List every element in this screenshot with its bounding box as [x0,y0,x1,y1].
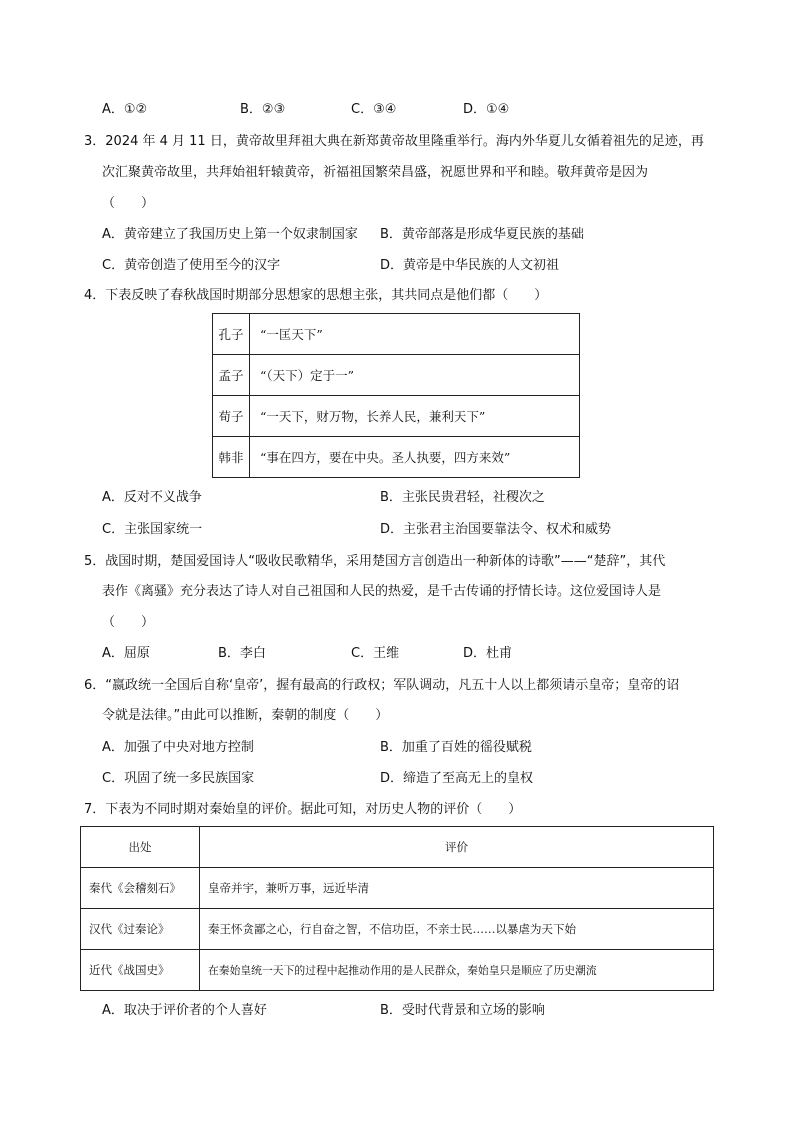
q7-option-a: A．取决于评价者的个人喜好 [102,1003,267,1018]
q4-thinkers-table [212,313,580,478]
table-row [81,950,714,991]
q3-stem-line1: 3．2024 年 4 月 11 日，黄帝故里拜祖大典在新郑黄帝故里隆重举行。海内外华夏儿女循着祖先的足迹，再 [84,134,704,149]
q4-option-b: B．主张民贵君轻，社稷次之 [380,490,545,505]
q2-option-a: A．①② [102,102,148,117]
q4-option-d: D．主张君主治国要靠法令、权术和威势 [380,522,612,537]
q7-stem: 7．下表为不同时期对秦始皇的评价。据此可知，对历史人物的评价（ ） [84,802,522,817]
column-header-source: 出处 [81,827,200,868]
q3-option-b: B．黄帝部落是形成华夏民族的基础 [380,227,584,242]
evaluation-cell: 秦王怀贪鄙之心，行自奋之智，不信功臣，不亲士民……以暴虐为天下始 [200,909,714,950]
q5-option-b: B．李白 [218,646,266,661]
source-cell: 汉代《过秦论》 [81,909,200,950]
thinker-name: 荀子 [213,396,250,437]
source-cell: 近代《战国史》 [81,950,200,991]
q7-evaluation-table [80,826,714,991]
table-row [81,909,714,950]
thinker-idea: “（天下）定于一” [250,355,580,396]
q6-stem-line1: 6．“嬴政统一全国后自称‘皇帝’，握有最高的行政权；军队调动，凡五十人以上都须请示皇帝；皇帝的诏 [84,678,680,693]
thinker-name: 孔子 [213,314,250,355]
q6-option-a: A．加强了中央对地方控制 [102,740,254,755]
q5-option-d: D．杜甫 [463,646,513,661]
thinker-idea: “事在四方，要在中央。圣人执要，四方来效” [250,437,580,478]
q4-option-c: C．主张国家统一 [102,522,203,537]
table-row [213,355,580,396]
table-row [213,437,580,478]
q5-option-c: C．王维 [351,646,400,661]
q6-option-d: D．缔造了至高无上的皇权 [380,771,534,786]
q3-option-c: C．黄帝创造了使用至今的汉字 [102,258,281,273]
q5-stem-line2: 表作《离骚》充分表达了诗人对自己祖国和人民的热爱，是千古传诵的抒情长诗。这位爱国诗人是 [102,584,662,599]
q6-stem-line2: 令就是法律。”由此可以推断，秦朝的制度（ ） [102,708,389,723]
column-header-evaluation: 评价 [200,827,714,868]
thinker-idea: “一天下，财万物，长养人民，兼利天下” [250,396,580,437]
table-row [213,314,580,355]
q5-option-a: A．屈原 [102,646,150,661]
table-header-row [81,827,714,868]
q6-option-c: C．巩固了统一多民族国家 [102,771,255,786]
q3-answer-bracket: （ ） [102,196,155,211]
q2-option-c: C．③④ [351,102,397,117]
evaluation-cell: 皇帝并宇，兼听万事，远近毕清 [200,868,714,909]
table-row [81,868,714,909]
q3-stem-line2: 次汇聚黄帝故里，共拜始祖轩辕黄帝，祈福祖国繁荣昌盛，祝愿世界和平和睦。敬拜黄帝是因为 [102,165,649,180]
q6-option-b: B．加重了百姓的徭役赋税 [380,740,532,755]
q4-stem: 4．下表反映了春秋战国时期部分思想家的思想主张，其共同点是他们都（ ） [84,288,548,303]
q3-option-a: A．黄帝建立了我国历史上第一个奴隶制国家 [102,227,358,242]
q5-stem-line1: 5．战国时期，楚国爱国诗人“吸收民歌精华，采用楚国方言创造出一种新体的诗歌”——“楚辞”，其代 [84,554,666,569]
thinker-name: 韩非 [213,437,250,478]
thinker-name: 孟子 [213,355,250,396]
evaluation-cell: 在秦始皇统一天下的过程中起推动作用的是人民群众，秦始皇只是顺应了历史潮流 [200,950,714,991]
table-row [213,396,580,437]
q3-option-d: D．黄帝是中华民族的人文初祖 [380,258,560,273]
q4-option-a: A．反对不义战争 [102,490,202,505]
q5-answer-bracket: （ ） [102,615,155,630]
thinker-idea: “一匡天下” [250,314,580,355]
q2-option-b: B．②③ [240,102,286,117]
q7-option-b: B．受时代背景和立场的影响 [380,1003,545,1018]
q2-option-d: D．①④ [463,102,510,117]
source-cell: 秦代《会稽刻石》 [81,868,200,909]
